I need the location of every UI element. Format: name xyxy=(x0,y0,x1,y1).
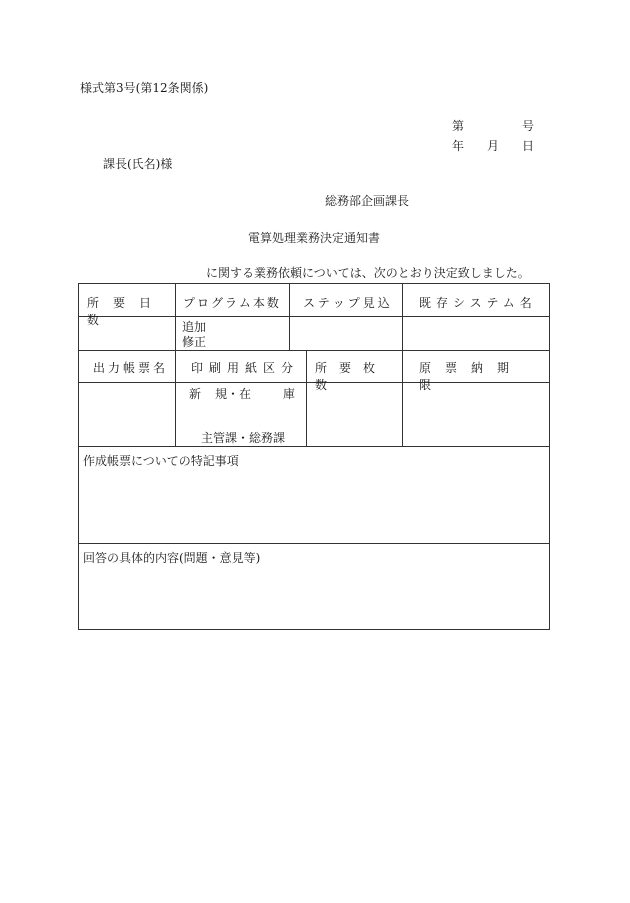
header-paper-category: 印刷用紙区分 xyxy=(191,361,300,375)
column-divider xyxy=(306,350,307,447)
special-notes-section xyxy=(78,446,550,544)
intro-text: に関する業務依頼については、次のとおり決定致しました。 xyxy=(206,266,530,280)
paper-department-label: 主管課・総務課 xyxy=(201,431,286,445)
paper-stock-label: 庫 xyxy=(283,387,296,401)
column-divider xyxy=(402,284,403,447)
date-row xyxy=(452,140,534,160)
table-divider xyxy=(79,350,549,351)
number-suffix: 号 xyxy=(521,119,534,133)
answer-details-section xyxy=(78,543,550,630)
program-modify-option: 修正 xyxy=(182,335,207,349)
header-days-required: 所要日数 xyxy=(87,296,166,327)
program-add-option: 追加 xyxy=(182,320,207,334)
form-number: 様式第3号(第12条関係) xyxy=(80,81,209,95)
answer-details-label: 回答の具体的内容(問題・意見等) xyxy=(83,551,261,565)
header-step-estimate: ステップ見込 xyxy=(303,296,393,310)
header-program-count: プログラム本数 xyxy=(183,296,281,310)
document-number-row xyxy=(452,120,534,140)
sender: 総務部企画課長 xyxy=(325,194,410,208)
year-label: 年 xyxy=(452,139,465,153)
header-existing-system: 既存システム名 xyxy=(419,296,537,310)
month-label: 月 xyxy=(486,139,499,153)
document-number-date-block xyxy=(452,120,534,160)
column-divider xyxy=(175,284,176,447)
number-prefix: 第 xyxy=(452,119,465,133)
header-source-deadline: 原票納期限 xyxy=(419,361,524,392)
paper-regular-stock-label: 規・在 xyxy=(215,387,252,401)
request-details-table xyxy=(78,283,550,447)
addressee: 課長(氏名)様 xyxy=(103,157,173,171)
column-divider xyxy=(289,284,290,350)
header-output-form-name: 出力帳票名 xyxy=(93,361,169,375)
document-title: 電算処理業務決定通知書 xyxy=(248,231,381,245)
day-label: 日 xyxy=(521,139,534,153)
paper-new-label: 新 xyxy=(189,387,202,401)
header-sheets-required: 所要枚数 xyxy=(315,361,388,392)
special-notes-label: 作成帳票についての特記事項 xyxy=(83,454,239,468)
